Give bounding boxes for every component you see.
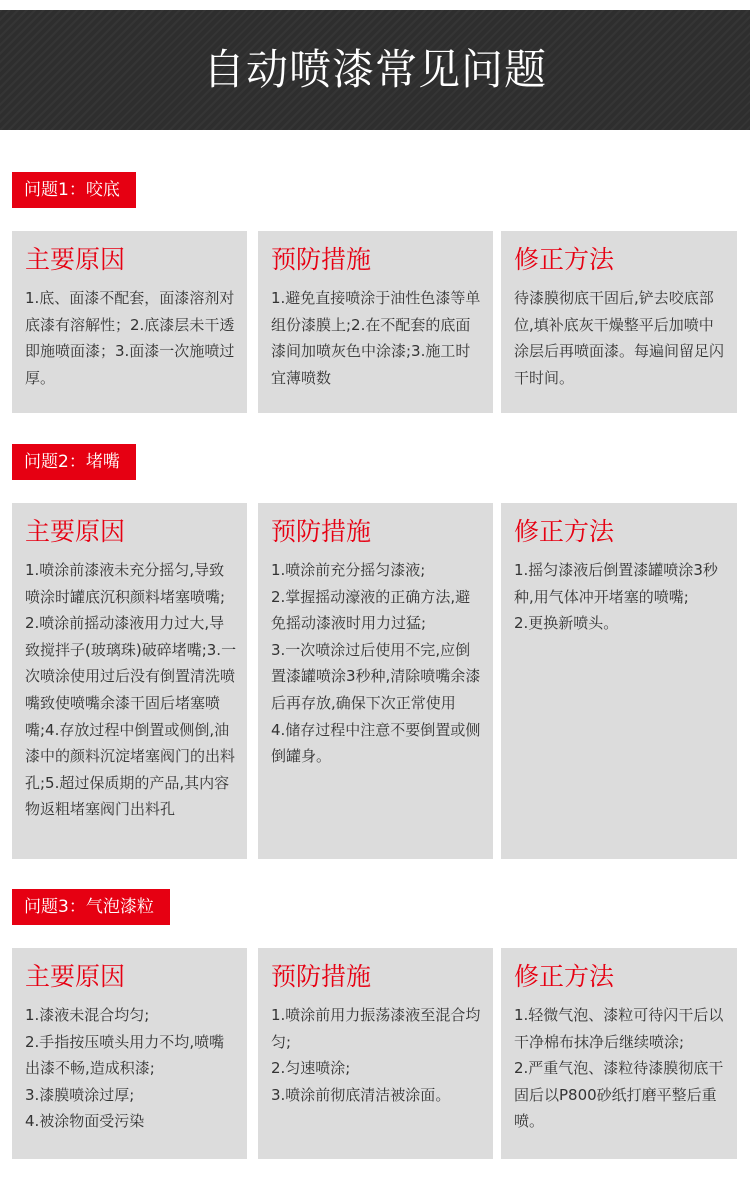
card-body [25, 285, 237, 391]
header-banner [0, 10, 750, 130]
card-text: 2.严重气泡、漆粒待漆膜彻底干固后以P800砂纸打磨平整后重喷。 [514, 1059, 724, 1131]
problem-1-cause-card [12, 231, 247, 413]
card-text: 1.避免直接喷涂于油性色漆等单组份漆膜上;2.在不配套的底面漆间加喷灰色中涂漆;3.施工时宜薄喷数 [271, 289, 481, 387]
problem-2-tag: 问题2：堵嘴 [12, 444, 136, 480]
problem-2-fix-card [501, 503, 737, 859]
card-body [271, 285, 483, 391]
card-text: 2.掌握摇动濠液的正确方法,避免摇动漆液时用力过猛; [271, 587, 471, 633]
card-text: 3.喷涂前彻底清洁被涂面。 [271, 1085, 451, 1104]
card-text: 3.漆膜喷涂过厚; [25, 1085, 135, 1104]
card-title: 主要原因 [25, 245, 126, 274]
problem-2-prevention-card [258, 503, 493, 859]
card-text: 1.底、面漆不配套，面漆溶剂对底漆有溶解性；2.底漆层未干透即施喷面漆；3.面漆一次施喷过厚。 [25, 289, 235, 387]
card-text: 4.被涂物面受污染 [25, 1112, 145, 1131]
card-title: 修正方法 [514, 962, 615, 991]
card-title: 预防措施 [271, 245, 372, 274]
card-title: 预防措施 [271, 517, 372, 546]
card-body [25, 1002, 237, 1135]
card-title: 修正方法 [514, 517, 615, 546]
card-body [514, 285, 727, 391]
card-body [514, 557, 727, 637]
page-title: 自动喷漆常见问题 [202, 45, 547, 94]
card-body [25, 557, 237, 823]
card-title: 预防措施 [271, 962, 372, 991]
problem-1-prevention-card [258, 231, 493, 413]
card-text: 1.摇匀漆液后倒置漆罐喷涂3秒种,用气体冲开堵塞的喷嘴; [514, 561, 718, 606]
card-text: 1.喷涂前充分摇匀漆液; [271, 561, 426, 579]
problem-3-prevention-card [258, 948, 493, 1159]
card-body [271, 1002, 483, 1108]
problem-2-cause-card [12, 503, 247, 859]
card-text: 1.喷涂前漆液未充分摇匀,导致喷涂时罐底沉积颜料堵塞喷嘴;2.喷涂前摇动漆液用力过大,导致搅拌子(玻璃珠)破碎堵嘴;3.一次喷涂使用过后没有倒置清洗喷嘴致使喷嘴余漆干固后堵塞喷嘴;4.存放过程中倒置或侧倒,油漆中的颜料沉淀堵塞阀门的出料孔;5.超过保质期的产品,其内容物返粗堵塞阀门出料孔 [25, 561, 237, 819]
card-body [514, 1002, 727, 1135]
card-text: 1.轻微气泡、漆粒可待闪干后以干净棉布抹净后继续喷涂; [514, 1006, 724, 1051]
card-text: 2.手指按压喷头用力不均,喷嘴出漆不畅,造成积漆; [25, 1032, 225, 1078]
problem-1-tag: 问题1：咬底 [12, 172, 136, 208]
problem-3-cause-card [12, 948, 247, 1159]
card-title: 主要原因 [25, 962, 126, 991]
problem-3-tag: 问题3：气泡漆粒 [12, 889, 170, 925]
problem-3-fix-card [501, 948, 737, 1159]
card-text: 2.匀速喷涂; [271, 1059, 351, 1078]
card-text: 3.一次喷涂过后使用不完,应倒置漆罐喷涂3秒种,清除喷嘴余漆后再存放,确保下次正常使用 [271, 640, 481, 712]
card-title: 修正方法 [514, 245, 615, 274]
problem-1-fix-card [501, 231, 737, 413]
card-title: 主要原因 [25, 517, 126, 546]
card-text: 2.更换新喷头。 [514, 614, 619, 633]
card-text: 1.漆液未混合均匀; [25, 1006, 150, 1024]
card-text: 1.喷涂前用力振荡漆液至混合均匀; [271, 1006, 481, 1051]
card-text: 待漆膜彻底干固后,铲去咬底部位,填补底灰干燥整平后加喷中涂层后再喷面漆。每遍间留足闪干时间。 [514, 289, 725, 387]
card-text: 4.储存过程中注意不要倒置或侧倒罐身。 [271, 720, 481, 766]
card-body [271, 557, 483, 770]
